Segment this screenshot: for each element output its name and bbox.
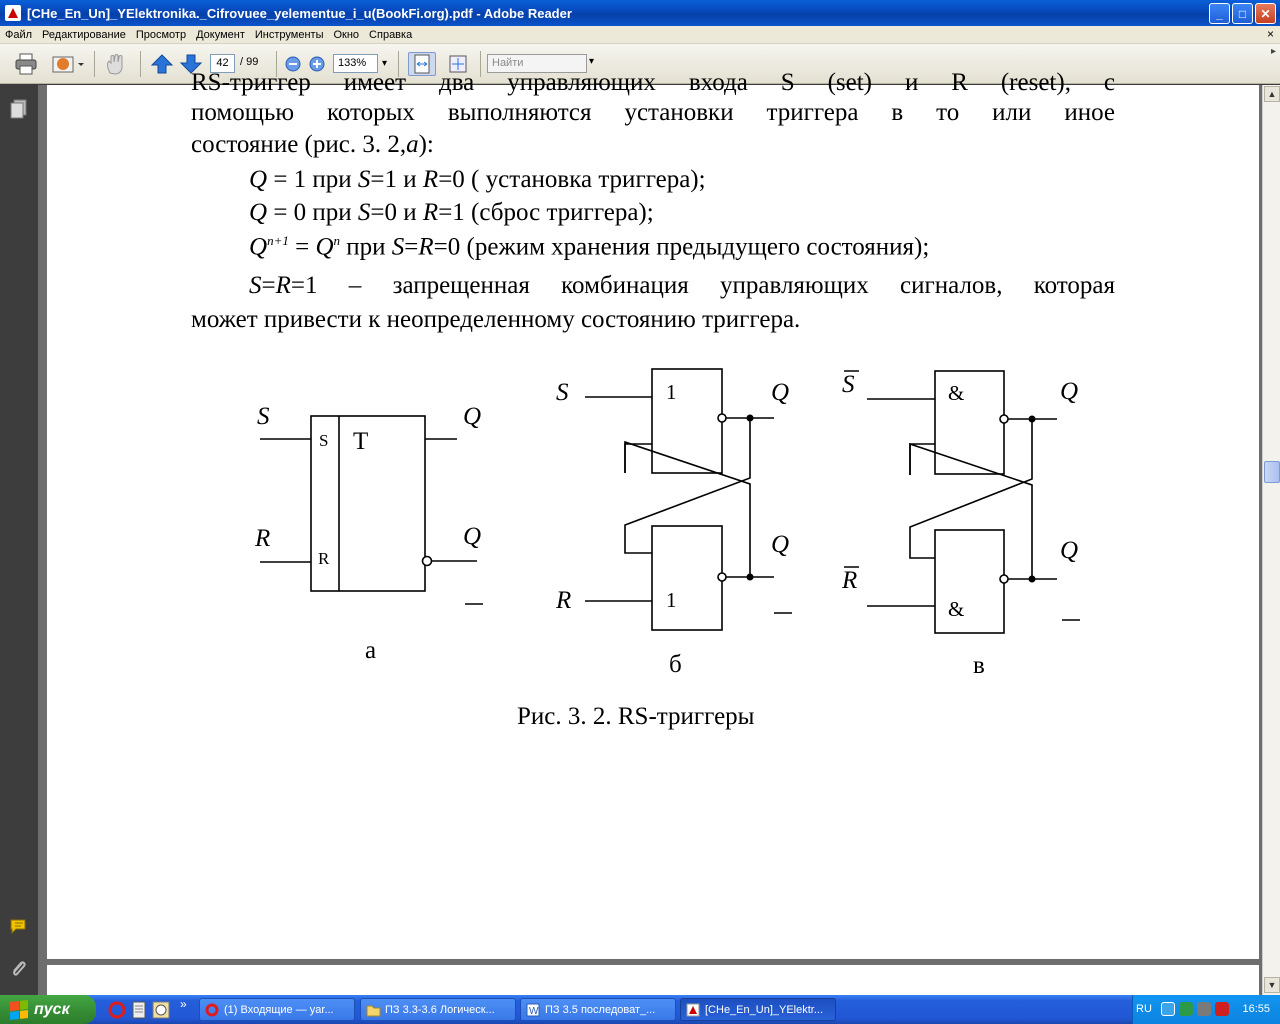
email-icon (50, 53, 84, 75)
scroll-down-icon[interactable]: ▼ (1264, 977, 1280, 993)
zoom-select[interactable]: 133% ▾ (333, 54, 378, 73)
page-total: / 99 (240, 56, 259, 68)
maximize-button[interactable]: □ (1232, 3, 1253, 24)
pdf-icon (686, 1003, 700, 1017)
fig-c-rbar-input: R (842, 567, 858, 594)
task-opera-inbox[interactable] (199, 998, 355, 1021)
fig-a-qbar-output: Q (463, 523, 482, 550)
pages-panel-button[interactable] (9, 99, 29, 119)
menu-tools[interactable]: Инструменты (254, 28, 324, 41)
minimize-button[interactable]: _ (1209, 3, 1230, 24)
equation-set: Q = 1 при S=1 и R=0 ( установка триггера); (249, 166, 706, 193)
menu-bar (0, 26, 1280, 44)
word-icon (526, 1003, 540, 1017)
fig-a-caption: а (365, 637, 377, 664)
vertical-scrollbar[interactable] (1262, 85, 1280, 995)
security-icon[interactable] (1179, 1002, 1193, 1016)
fig-c-gate1-label: & (948, 381, 965, 405)
task-folder[interactable] (360, 998, 516, 1021)
menu-file[interactable]: Файл (5, 28, 33, 41)
windows-logo-icon (10, 1000, 28, 1020)
task-label: ПЗ 3.5 последоват_... (545, 1003, 656, 1016)
pages-icon (10, 99, 28, 119)
text-line-4: S=R=1 – запрещенная комбинация управляющих сигналов, которая (249, 272, 1115, 299)
system-tray (1132, 995, 1280, 1024)
language-indicator[interactable]: RU (1136, 1003, 1152, 1015)
fig-b-s-input: S (556, 379, 569, 406)
folder-icon (366, 1003, 380, 1017)
menu-window[interactable]: Окно (333, 28, 360, 41)
equation-reset: Q = 0 при S=0 и R=1 (сброс триггера); (249, 199, 654, 226)
junction-dot-c-qbar (1029, 576, 1036, 583)
task-label: [CHe_En_Un]_YElektr... (705, 1003, 824, 1016)
search-dropdown-icon[interactable]: ▾ (589, 56, 595, 67)
menu-help[interactable]: Справка (369, 28, 413, 41)
search-input[interactable]: Найти (487, 54, 587, 73)
fig-a-s-input: S (257, 403, 270, 430)
text-line-3: состояние (рис. 3. 2,а): (191, 131, 434, 158)
figure-caption: Рис. 3. 2. RS-триггеры (517, 703, 755, 730)
hand-icon (104, 53, 128, 75)
clock[interactable]: 16:55 (1242, 1003, 1270, 1015)
fig-b-gate2-label: 1 (666, 588, 677, 612)
comment-icon (9, 918, 29, 936)
junction-dot-b-qbar (747, 574, 754, 581)
antivirus-icon[interactable] (1215, 1002, 1229, 1016)
fig-b-qbar-output: Q (771, 531, 790, 558)
print-icon (14, 53, 38, 75)
print-button[interactable] (12, 52, 40, 76)
prev-page-icon (151, 53, 173, 75)
task-label: ПЗ 3.3-3.6 Логическ... (385, 1003, 495, 1016)
fig-a-q-output: Q (463, 403, 482, 430)
task-adobe-reader[interactable] (680, 998, 836, 1021)
comments-panel-button[interactable] (9, 917, 29, 937)
email-button[interactable] (48, 52, 86, 76)
fig-c-sbar-input: S (842, 371, 855, 398)
junction-dot-c-q (1029, 416, 1036, 423)
pdf-page (47, 69, 1259, 959)
menu-document[interactable]: Документ (196, 28, 245, 41)
close-button[interactable]: ✕ (1255, 3, 1276, 24)
opera-icon (205, 1003, 219, 1017)
attachments-panel-button[interactable] (9, 959, 29, 979)
fig-a-s-pin: S (319, 431, 329, 450)
document-viewport[interactable] (38, 69, 1262, 995)
task-word[interactable] (520, 998, 676, 1021)
fig-a-r-input: R (255, 525, 271, 552)
menu-view[interactable]: Просмотр (135, 28, 187, 41)
scroll-up-icon[interactable]: ▲ (1264, 86, 1280, 102)
page-number-input[interactable]: 42 (210, 54, 235, 73)
start-label: пуск (34, 1000, 70, 1018)
document-close-button[interactable]: × (1266, 27, 1274, 41)
fig-b-q-output: Q (771, 379, 790, 406)
adobe-reader-icon[interactable] (5, 5, 21, 21)
fig-b-gate1-label: 1 (666, 380, 677, 404)
paperclip-icon (10, 959, 28, 979)
fig-a-r-pin: R (318, 549, 330, 568)
toolbar-options-icon[interactable]: ▸ (1270, 46, 1276, 57)
figure-a-diagram (260, 416, 477, 591)
fig-a-t-label: T (353, 428, 369, 455)
scroll-thumb[interactable] (1264, 461, 1280, 483)
equation-hold: $Q^{n+1} = Q^n$ при S=R=0 (режим хранения предыдущего состояния); (249, 233, 930, 261)
fig-b-r-input: R (556, 587, 572, 614)
fig-c-gate2-label: & (948, 597, 965, 621)
clock-quicklaunch-icon[interactable] (152, 1001, 170, 1019)
text-line-2: помощью которых выполняются установки триггера в то или иное (191, 99, 1115, 126)
hand-tool-button[interactable] (102, 52, 130, 76)
opera-quicklaunch-icon[interactable] (108, 1001, 126, 1019)
quicklaunch-more[interactable]: » (180, 997, 187, 1011)
figure-b-diagram (585, 369, 774, 630)
network-icon[interactable] (1161, 1002, 1175, 1016)
previous-page-button[interactable] (150, 52, 174, 76)
svg-text:W: W (529, 1006, 539, 1017)
fig-c-q-output: Q (1060, 378, 1079, 405)
title-bar[interactable] (0, 0, 1280, 26)
junction-dot-b-q (747, 415, 754, 422)
text-line-5: может привести к неопределенному состоянию триггера. (191, 306, 801, 333)
fig-c-caption: в (973, 652, 985, 679)
notepad-quicklaunch-icon[interactable] (130, 1001, 148, 1019)
taskbar (0, 995, 1280, 1024)
task-label: (1) Входящие — yar... (224, 1003, 334, 1016)
fig-b-caption: б (669, 651, 682, 678)
window-title: [CHe_En_Un]_YElektronika._Cifrovuee_yelementue_i_u(BookFi.org).pdf - Adobe Reader (27, 5, 572, 21)
menu-edit[interactable]: Редактирование (42, 28, 126, 41)
navigation-pane (0, 85, 38, 995)
fig-c-qbar-output: Q (1060, 537, 1079, 564)
text-line-1: RS-триггер имеет два управляющих входа S (set) и R (reset), с (191, 69, 1115, 96)
figure-c-diagram (867, 371, 1057, 633)
usb-icon[interactable] (1197, 1002, 1211, 1016)
start-button[interactable] (0, 995, 96, 1024)
